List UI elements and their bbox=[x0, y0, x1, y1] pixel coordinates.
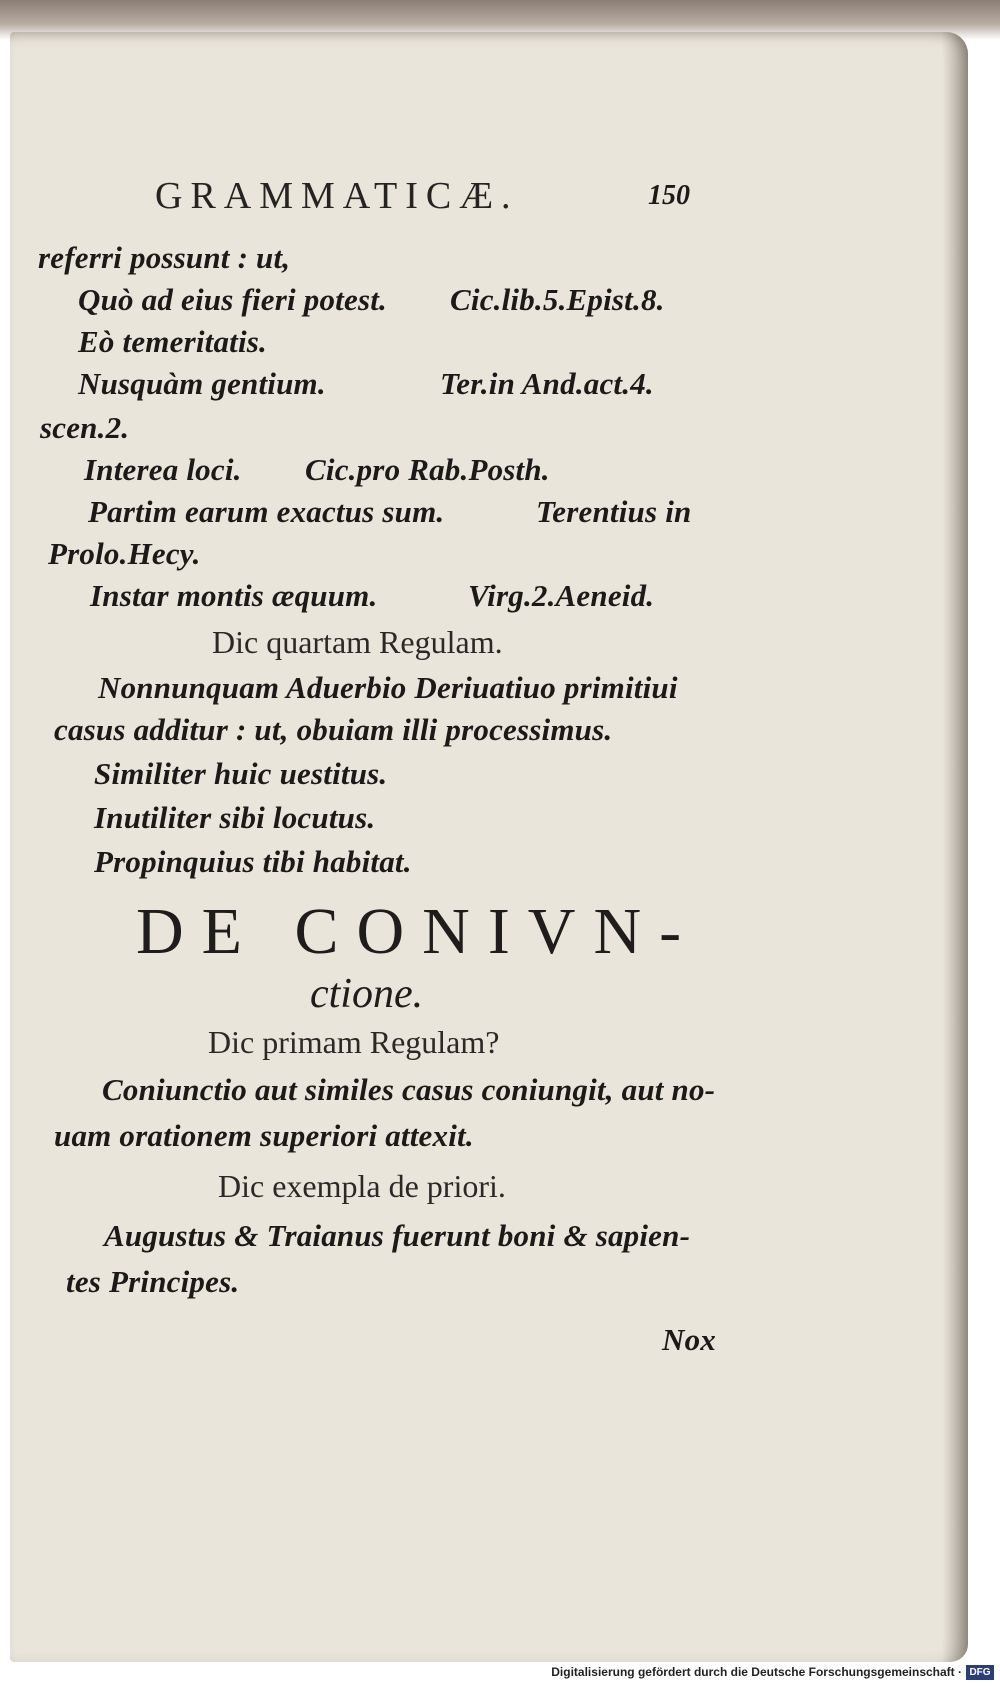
footer-bar bbox=[0, 1662, 1000, 1686]
text-line: Interea loci. bbox=[84, 452, 242, 487]
text-line: Eò temeritatis. bbox=[78, 324, 267, 359]
page-number: 150 bbox=[648, 180, 690, 211]
text-line: Augustus & Traianus fuerunt boni & sapien- bbox=[104, 1218, 691, 1253]
text-line: Prolo.Hecy. bbox=[48, 536, 201, 571]
section-heading: DE CONIVN- bbox=[136, 895, 700, 968]
citation: Ter.in And.act.4. bbox=[440, 366, 654, 401]
text-line: Inutiliter sibi locutus. bbox=[94, 800, 376, 835]
text-line: uam orationem superiori attexit. bbox=[54, 1118, 474, 1153]
book-page bbox=[10, 32, 968, 1662]
running-header: GRAMMATICÆ. bbox=[155, 175, 519, 217]
text-line: scen.2. bbox=[40, 410, 130, 445]
text-line: Nusquàm gentium. bbox=[78, 366, 326, 401]
text-line: Similiter huic uestitus. bbox=[94, 756, 388, 791]
funding-credit: Digitalisierung gefördert durch die Deutsche Forschungsgemeinschaft · bbox=[551, 1665, 962, 1679]
text-line: Instar montis æquum. bbox=[90, 578, 378, 613]
page-edge-shadow bbox=[942, 32, 968, 1662]
citation: Cic.pro Rab.Posth. bbox=[305, 452, 550, 487]
text-line: tes Principes. bbox=[66, 1264, 240, 1299]
citation: Cic.lib.5.Epist.8. bbox=[450, 282, 665, 317]
dfg-logo: DFG bbox=[966, 1665, 994, 1680]
question-line: Dic exempla de priori. bbox=[218, 1168, 506, 1204]
text-line: Propinquius tibi habitat. bbox=[94, 844, 412, 879]
text-line: referri possunt : ut, bbox=[38, 240, 291, 275]
citation: Virg.2.Aeneid. bbox=[468, 578, 655, 613]
citation: Terentius in bbox=[536, 494, 692, 529]
text-line: casus additur : ut, obuiam illi processimus. bbox=[54, 712, 613, 747]
text-line: Nonnunquam Aduerbio Deriuatiuo primitiui bbox=[98, 670, 678, 705]
catchword: Nox bbox=[662, 1322, 716, 1357]
text-line: Coniunctio aut similes casus coniungit, aut no- bbox=[102, 1072, 716, 1107]
question-line: Dic primam Regulam? bbox=[208, 1024, 500, 1060]
text-line: Quò ad eius fieri potest. bbox=[78, 282, 387, 317]
question-line: Dic quartam Regulam. bbox=[212, 624, 503, 660]
section-heading-continuation: ctione. bbox=[310, 971, 424, 1017]
text-line: Partim earum exactus sum. bbox=[88, 494, 445, 529]
